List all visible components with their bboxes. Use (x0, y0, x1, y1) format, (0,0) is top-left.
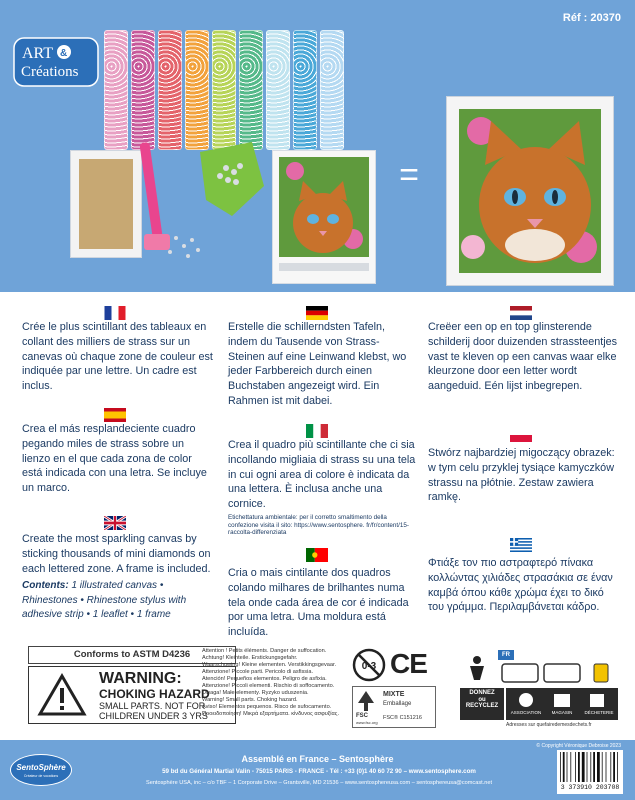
svg-text:0-3: 0-3 (361, 661, 377, 672)
finished-framed-artwork (446, 96, 614, 286)
warning-subtitle: CHOKING HAZARD (99, 687, 210, 701)
warning-line: Attenzione! Piccole parti. Pericolo di asfissia. (202, 669, 313, 676)
triman-url: Adresses sur quefairedemesdechets.fr (506, 722, 592, 728)
text-block-en (22, 532, 216, 622)
barcode-bar (613, 752, 615, 782)
bin-association: ASSOCIATION (510, 710, 542, 715)
barcode-bar (567, 752, 568, 782)
description-el: Φτιάξε τον πιο αστραφτερό πίνακα κολλώντας χιλιάδες στρασάκια σε έναν καμβά όπου κάθε χρώμα έχει το δικό του γράμμα. Περιλαμβάνεται κάδρο. (428, 557, 613, 614)
fsc-label (352, 686, 436, 728)
warning-line: Waarschuwing! Kleine elementen. Verstikkingsgevaar. (202, 662, 337, 669)
text-block-pl (428, 446, 618, 505)
text-block-it (228, 438, 416, 537)
flag-france-icon (104, 306, 126, 320)
flag-greece-icon (510, 538, 532, 552)
environmental-label-note: Etichettatura ambientale: per il corretto smaltimento della confezione visita il sito: https://www.sentosphere. fr/fr/content/15-raccolta-differenziata (228, 513, 409, 537)
warning-line: Atención! Pequeños elementos. Peligro de asfixia. (202, 676, 327, 683)
barcode-bars (557, 750, 623, 784)
warning-line: Attenzione! Piccoli elementi. Rischio di soffocamento. (202, 683, 335, 690)
contents-list (22, 579, 216, 622)
empty-frame-image (70, 150, 142, 258)
flag-portugal-icon (306, 548, 328, 562)
tools-image (140, 138, 270, 266)
barcode-bar (563, 752, 565, 782)
rhinestone-stylus-pen (140, 142, 163, 238)
rhinestone-bag (104, 30, 128, 150)
description-en: Create the most sparkling canvas by sticking thousands of mini diamonds on each lettered zone. A frame is included. (22, 533, 211, 575)
fr-badge: FR (498, 650, 514, 660)
barcode-digits: 3 373910 203708 (560, 784, 620, 791)
description-it: Crea il quadro più scintillante che ci sia incollando migliaia di strass su una tela in cui ogni area di colore è indicata da una lettera. È inclusa anche una cornice. (228, 439, 416, 511)
fsc-logo-text: FSC (356, 713, 368, 719)
rhinestone-bag (320, 30, 344, 150)
packaging-icons (500, 662, 618, 684)
rhinestone-bag (131, 30, 155, 150)
text-block-nl (428, 320, 618, 394)
age-0-3-restriction-icon (352, 648, 386, 682)
product-illustration-area (0, 0, 635, 292)
text-block-pt (228, 566, 416, 640)
barcode-bar (597, 752, 600, 782)
warning-line: Attention ! Petits éléments. Danger de suffocation. (202, 648, 327, 654)
description-nl: Creëer een op en top glinsterende schilderij door duizenden strassteentjes vast te kleven op een canvas waar elke kleurzone door een letter wordt aangeduid. Eén lijst inbegrepen. (428, 321, 618, 393)
recycling-info (460, 648, 620, 730)
flag-uk-icon (104, 516, 126, 530)
footer-address-us: Sentosphère USA, inc – c/o TBF – 1 Corporate Drive – Grantsville, MD 21536 – www.sentosphereusa.com – sentosphereusa@comcast.net (145, 780, 493, 786)
flag-germany-icon (306, 306, 328, 320)
barcode-bar (578, 752, 580, 782)
rhinestone-bags (104, 22, 364, 152)
flag-italy-icon (306, 424, 328, 438)
barcode-bar (602, 752, 603, 782)
logo-word-art: ART (22, 45, 54, 62)
fsc-mixte: MIXTE (383, 691, 405, 698)
rhinestone-bag (158, 30, 182, 150)
barcode-bar (582, 752, 585, 782)
sentosphere-logo-text: SentoSphère (16, 763, 66, 772)
logo-ampersand: & (60, 48, 68, 59)
equals-sign: = (399, 156, 419, 194)
description-de: Erstelle die schillerndsten Tafeln, indem du Tausende von Strass-Steinen auf eine Leinwand klebst, wo jeder Farbbereich durch einen Buchstaben angezeigt wird. Ein Rahmen ist mit dabei. (228, 321, 407, 407)
footer-address-fr: 59 bd du Général Martial Valin - 75015 PARIS - FRANCE - Tél : +33 (0)1 40 60 72 90 – www.sentosphere.com (162, 768, 476, 775)
description-fr: Crée le plus scintillant des tableaux en collant des milliers de strass sur un canevas où chaque zone de couleur est indiquée par une lettre. Un cadre est inclus. (22, 321, 213, 393)
footer-assembled: Assemblé en France – Sentosphère (241, 754, 394, 764)
barcode-bar (617, 752, 618, 782)
rhinestone-bag (185, 30, 209, 150)
barcode-bar (570, 752, 571, 782)
warning-line: Προειδοποίηση! Μικρά εξαρτήματα. κίνδυνος ασφυξίας. (202, 711, 340, 718)
warning-line: Uwaga! Małe elementy. Ryzyko uduszenia. (202, 690, 309, 697)
rhinestone-bag (293, 30, 317, 150)
barcode-bar (606, 752, 607, 782)
frame-cork-back (79, 159, 133, 249)
warning-line: Warning! Small parts. Choking hazard. (202, 697, 298, 704)
fsc-website: www.fsc.org (356, 720, 378, 725)
description-pt: Cria o mais cintilante dos quadros colando milhares de brilhantes numa tela onde cada área de cor é indicada por uma letra. Uma moldura está incluída. (228, 567, 409, 639)
ce-mark: CE (390, 648, 427, 679)
barcode-bar (590, 752, 591, 782)
sentosphere-tagline: Créateur de vocations (23, 774, 59, 778)
barcode-bar (575, 752, 576, 782)
warning-line: Achtung! Kleinteile. Erstickungsgefahr. (202, 655, 298, 662)
rhinestone-bag (239, 30, 263, 150)
rhinestone-bag (212, 30, 236, 150)
warning-line: Aviso! Elementos pequenos. Risco de sufocamento. (202, 704, 332, 711)
text-block-es (22, 422, 214, 496)
warning-text: SMALL PARTS. NOT FOR CHILDREN UNDER 3 YRS (99, 701, 208, 722)
disposal-options (506, 688, 618, 720)
warning-title: WARNING: (99, 670, 182, 687)
fsc-code: FSC® C151216 (383, 715, 422, 721)
barcode-bar (587, 752, 588, 782)
description-es: Crea el más resplandeciente cuadro pegando miles de strass sobre un lienzo en el que cada zona de color está indicada con una letra. Se incluye un marco. (22, 423, 207, 495)
rhinestone-tray (200, 142, 264, 216)
text-block-el (428, 556, 618, 615)
flag-poland-icon (510, 428, 532, 442)
canvas-preview-small (272, 150, 376, 284)
bin-magasin: MAGASIN (551, 710, 573, 715)
text-block-fr (22, 320, 214, 394)
multilingual-warnings (202, 648, 352, 718)
rhinestone-bag (266, 30, 290, 150)
copyright: © Copyright Véronique Debroise 2023 (536, 743, 621, 749)
astm-conformance: Conforms to ASTM D4236 (28, 646, 236, 664)
barcode-bar (593, 752, 595, 782)
text-block-de (228, 320, 414, 409)
warning-triangle-icon (37, 673, 87, 717)
bin-decheterie: DÉCHETERIE (584, 710, 614, 715)
barcode-bar (560, 752, 561, 782)
footer-band (0, 740, 635, 800)
reference-number: Réf : 20370 (562, 12, 621, 24)
fsc-emballage: Emballage (383, 701, 412, 707)
adhesive-wax-pad (144, 234, 170, 250)
donnez-recyclez-badge: DONNEZ ou RECYCLEZ (460, 688, 504, 720)
barcode (557, 750, 623, 794)
triman-icon (462, 654, 492, 682)
art-creations-logo (12, 36, 100, 88)
barcode-bar (610, 752, 611, 782)
flag-spain-icon (104, 408, 126, 422)
fsc-tree-icon (356, 689, 376, 713)
logo-word-creations: Créations (21, 64, 79, 80)
description-pl: Stwórz najbardziej migoczący obrazek: w tym celu przyklej tysiące kamyczków strassu na płótnie. Zestaw zawiera ramkę. (428, 447, 615, 504)
flag-netherlands-icon (510, 306, 532, 320)
contents-label: Contents: (22, 580, 69, 592)
contents-items: 1 illustrated canvas • Rhinestones • Rhinestone stylus with adhesive strip • 1 leaflet • 1 frame (22, 580, 187, 620)
